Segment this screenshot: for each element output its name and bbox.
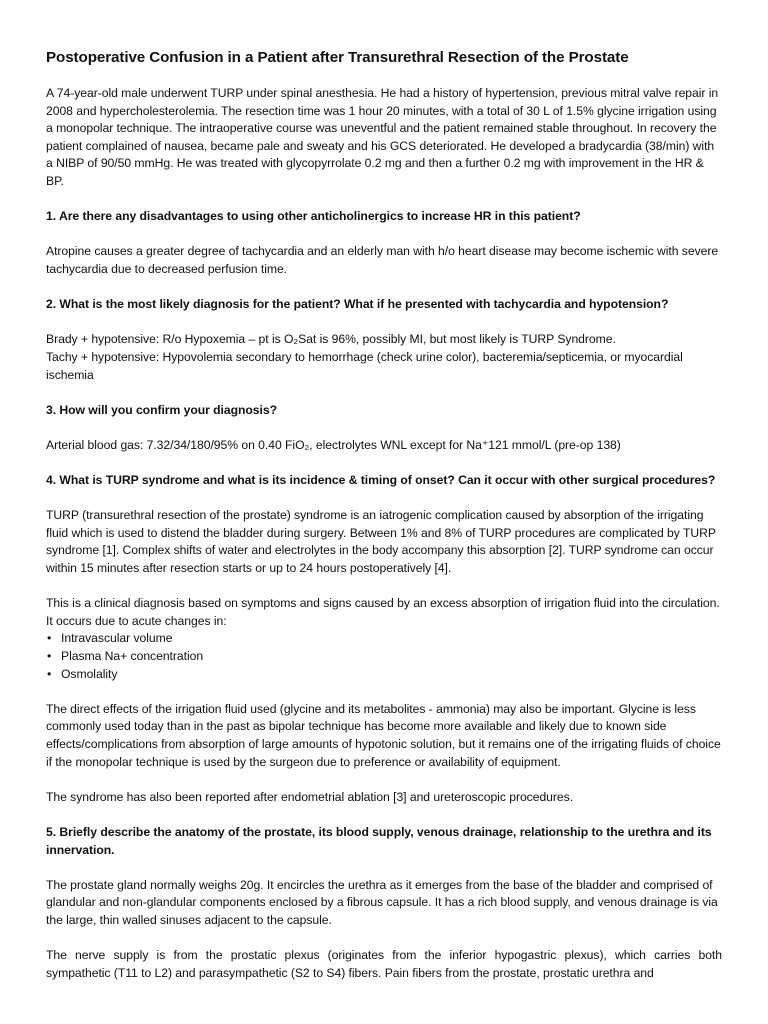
case-intro-paragraph: A 74-year-old male underwent TURP under spinal anesthesia. He had a history of hypertension, previous mitral valve repair in 2008 and hypercholesterolemia. The resection time was 1 hour 20 minutes, with a total of 30 L of 1.5% glycine irrigation using a monopolar technique. The intraoperative course was uneventful and the patient remained stable throughout. In recovery the patient complained of nausea, became pale and sweaty and his GCS deteriorated. He developed a bradycardia (38/min) with a NIBP of 90/50 mmHg. He was treated with glycopyrrolate 0.2 mg and then a further 0.2 mg with improvement in the HR & BP. <box>46 86 719 188</box>
answer-4-paragraph-2: This is a clinical diagnosis based on symptoms and signs caused by an excess absorption of irrigation fluid into the circulation. It occurs due to acute changes in: <box>46 596 720 628</box>
question-3: 3. How will you confirm your diagnosis? <box>46 402 277 417</box>
answer-5-paragraph-1: The prostate gland normally weighs 20g. It encircles the urethra as it emerges from the base of the bladder and comprised of glandular and non-glandular components enclosed by a fibrous capsule. It has a rich blood supply, and venous drainage is via the large, thin walled sinuses adjacent to the capsule. <box>46 877 718 927</box>
answer-1: Atropine causes a greater degree of tachycardia and an elderly man with h/o heart disease may become ischemic with severe tachycardia due to decreased perfusion time. <box>46 244 719 276</box>
list-item: • Osmolality <box>46 666 722 684</box>
answer-2-line-2: Tachy + hypotensive: Hypovolemia secondary to hemorrhage (check urine color), bacteremia/septicemia, or myocardial ischemia <box>46 349 683 382</box>
acute-changes-list <box>46 630 722 683</box>
list-item: • Plasma Na+ concentration <box>46 648 722 666</box>
answer-3: Arterial blood gas: 7.32/34/180/95% on 0.40 FiO₂, electrolytes WNL except for Na⁺121 mmol/L (pre-op 138) <box>46 437 621 452</box>
answer-5-paragraph-2-line-1: The nerve supply is from the prostatic plexus (originates from the inferior hypogastric plexus), which carries both <box>46 948 722 963</box>
document-title: Postoperative Confusion in a Patient after Transurethral Resection of the Prostate <box>46 49 629 66</box>
answer-4-paragraph-1: TURP (transurethral resection of the prostate) syndrome is an iatrogenic complication caused by absorption of the irrigating fluid which is used to distend the bladder during surgery. Between 1% and 8% of TURP procedures are complicated by TURP syndrome [1]. Complex shifts of water and electrolytes in the body accompany this absorption [2]. TURP syndrome can occur within 15 minutes after resection starts or up to 24 hours postoperatively [4]. <box>46 508 716 576</box>
question-5: 5. Briefly describe the anatomy of the prostate, its blood supply, venous drainage, relationship to the urethra and its innervation. <box>46 824 712 857</box>
answer-2-line-1: Brady + hypotensive: R/o Hypoxemia – pt is O₂Sat is 96%, possibly MI, but most likely is TURP Syndrome. <box>46 332 616 347</box>
answer-4-paragraph-4: The syndrome has also been reported after endometrial ablation [3] and ureteroscopic procedures. <box>46 789 574 804</box>
question-4: 4. What is TURP syndrome and what is its incidence & timing of onset? Can it occur with other surgical procedures? <box>46 473 716 488</box>
question-1: 1. Are there any disadvantages to using other anticholinergics to increase HR in this patient? <box>46 209 581 224</box>
answer-4-paragraph-3: The direct effects of the irrigation fluid used (glycine and its metabolites - ammonia) may also be important. Glycine is less commonly used today than in the past as bipolar technique has become more available and likely due to known side effects/complications from absorption of large amounts of hypotonic solution, but it remains one of the irrigating fluids of choice if the monopolar technique is used by the surgeon due to preference or availability of equipment. <box>46 701 721 769</box>
answer-5-paragraph-2-line-2: sympathetic (T11 to L2) and parasympathetic (S2 to S4) fibers. Pain fibers from the prostate, prostatic urethra and <box>46 965 654 980</box>
list-item: • Intravascular volume <box>46 630 722 648</box>
document-page <box>46 0 722 982</box>
question-2: 2. What is the most likely diagnosis for the patient? What if he presented with tachycardia and hypotension? <box>46 297 669 312</box>
